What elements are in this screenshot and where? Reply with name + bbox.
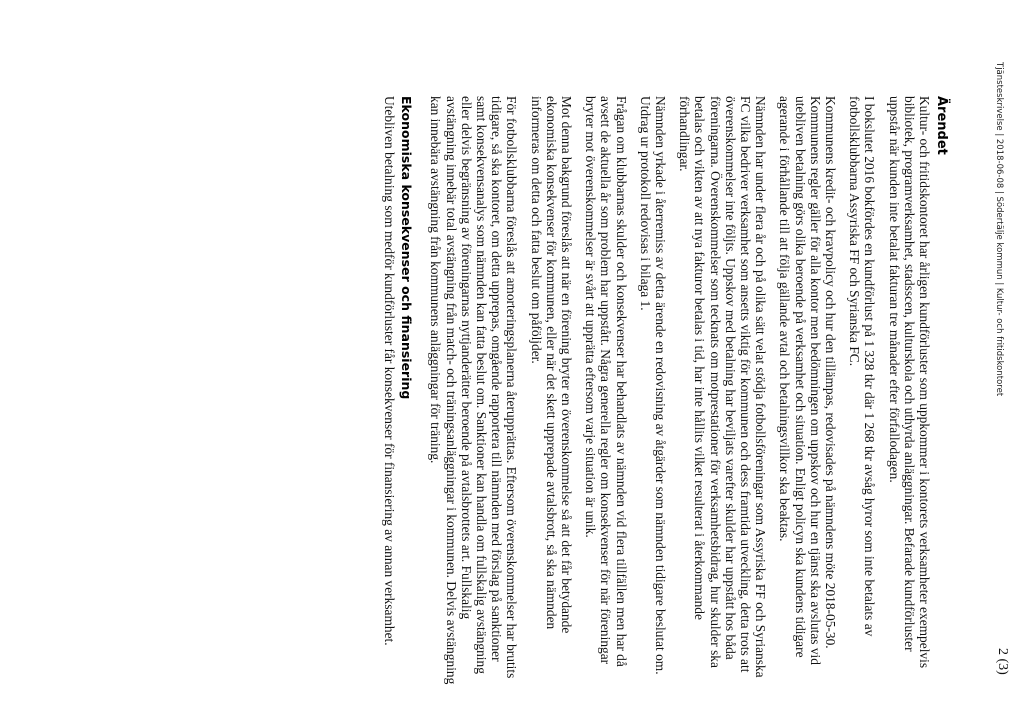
paragraph: Nämnden har under flera år och på olika sätt velat stödja fotbollsföreningar som Assyriska FF och Syrianska FC vilka bedriver verksamhet som ansetts viktig för kommunen och dess framtida utveckling, detta trots att överenskommelser inte följts. Uppskov med betalning har beviljats varefter skulder har uppstått hos båda föreningarna. Överenskommelser som tecknats om motprestationer för verksamhetsbidrag, hur skulder ska betalas och vikten av att nya fakturor betalas i tid, har inte hållits vilket resulterat i återkommande förhandlingar. xyxy=(677,96,769,678)
paragraph: Kommunens kredit- och kravpolicy och hur den tillämpas, redovisades på nämndens möte 2018-05-30. Kommunens regler gäller för alla kontor men bedömningen om uppskov och hur en tjänst ska avslutas vid utebliven betalning görs olika beroende på verksamhet och situation. Enligt policyn ska kundens tidigare agerande i förhållande till att följa gällande avtal och betalningsvillkor ska beaktas. xyxy=(777,96,838,665)
paragraph: Mot denna bakgrund föreslås att när en förening bryter en överenskommelse så att det får betydande ekonomiska konsekvenser för kommunen, eller när det skett upprepade avtalsbrott, så ska nämnden informeras om detta och fatta beslut om påföljder. xyxy=(528,96,574,634)
paragraph: För fotbollsklubbarna föreslås att amorteringsplanerna återupprättas. Eftersom överenskommelser har brutits tidigare, så ska kontoret, om detta upprepas, omgående rapportera till nämnden med förslag på sanktioner samt konsekvensanalys som nämnden kan fatta beslut om. Sanktioner kan handla om fullskalig avstängning eller delvis begränsning av föreningarnas nyttjanderätter beroende på avtalsbrottets art. Fullskalig avstängning innebär total avstängning från match- och träningsanläggningar i kommunen. Delvis avstängning kan innebära avstängning från kommunens anläggningar för träning. xyxy=(428,96,520,685)
paragraph: Kultur- och fritidskontoret har årligen kundförluster som uppkommer i kontorets verksamheter exempelvis bibliotek, programverksamhet, stadsscen, kulturskola och uthyrda anläggningar. Befarade kundförluster uppstår när kunden inte betalat fakturan tre månader efter förfallodagen. xyxy=(886,96,932,669)
paragraph: Frågan om klubbarnas skulder och konsekvenser har behandlats av nämnden vid flera tillfällen men har då avsett de aktuella år som problem har uppstått. Några generella regler om konsekvenser för när föreningar bryter mot överenskommelser är svårt att upprätta eftersom varje situation är unik. xyxy=(583,96,629,667)
paragraph: I bokslutet 2016 bokfördes en kundförlust på 1 328 tkr där 1 268 tkr avsåg hyror som inte betalats av fotbollsklubbarna Assyriska FF och Syrianska FC. xyxy=(847,96,878,637)
document-body xyxy=(373,96,949,686)
document-header: Tjänsteskrivelse | 2018-06-08 | Södertälje kommun | Kultur- och fritidskontoret xyxy=(994,62,1004,397)
paragraph: Utebliven betalning som medför kundförluster får konsekvenser för finansiering av annan verksamhet. xyxy=(382,96,398,646)
paragraph: Nämnden yrkade i återremiss av detta ärende en redovisning av åtgärder som nämnden tidigare beslutat om. Utdrag ur protokoll redovisas i bilaga 1. xyxy=(637,96,668,675)
section-heading-ekonomiska-konsekvenser: Ekonomiska konsekvenser och finansiering xyxy=(399,96,415,400)
page-number: 2 (3) xyxy=(995,648,1010,675)
section-heading-arendet: Ärendet xyxy=(934,96,949,155)
